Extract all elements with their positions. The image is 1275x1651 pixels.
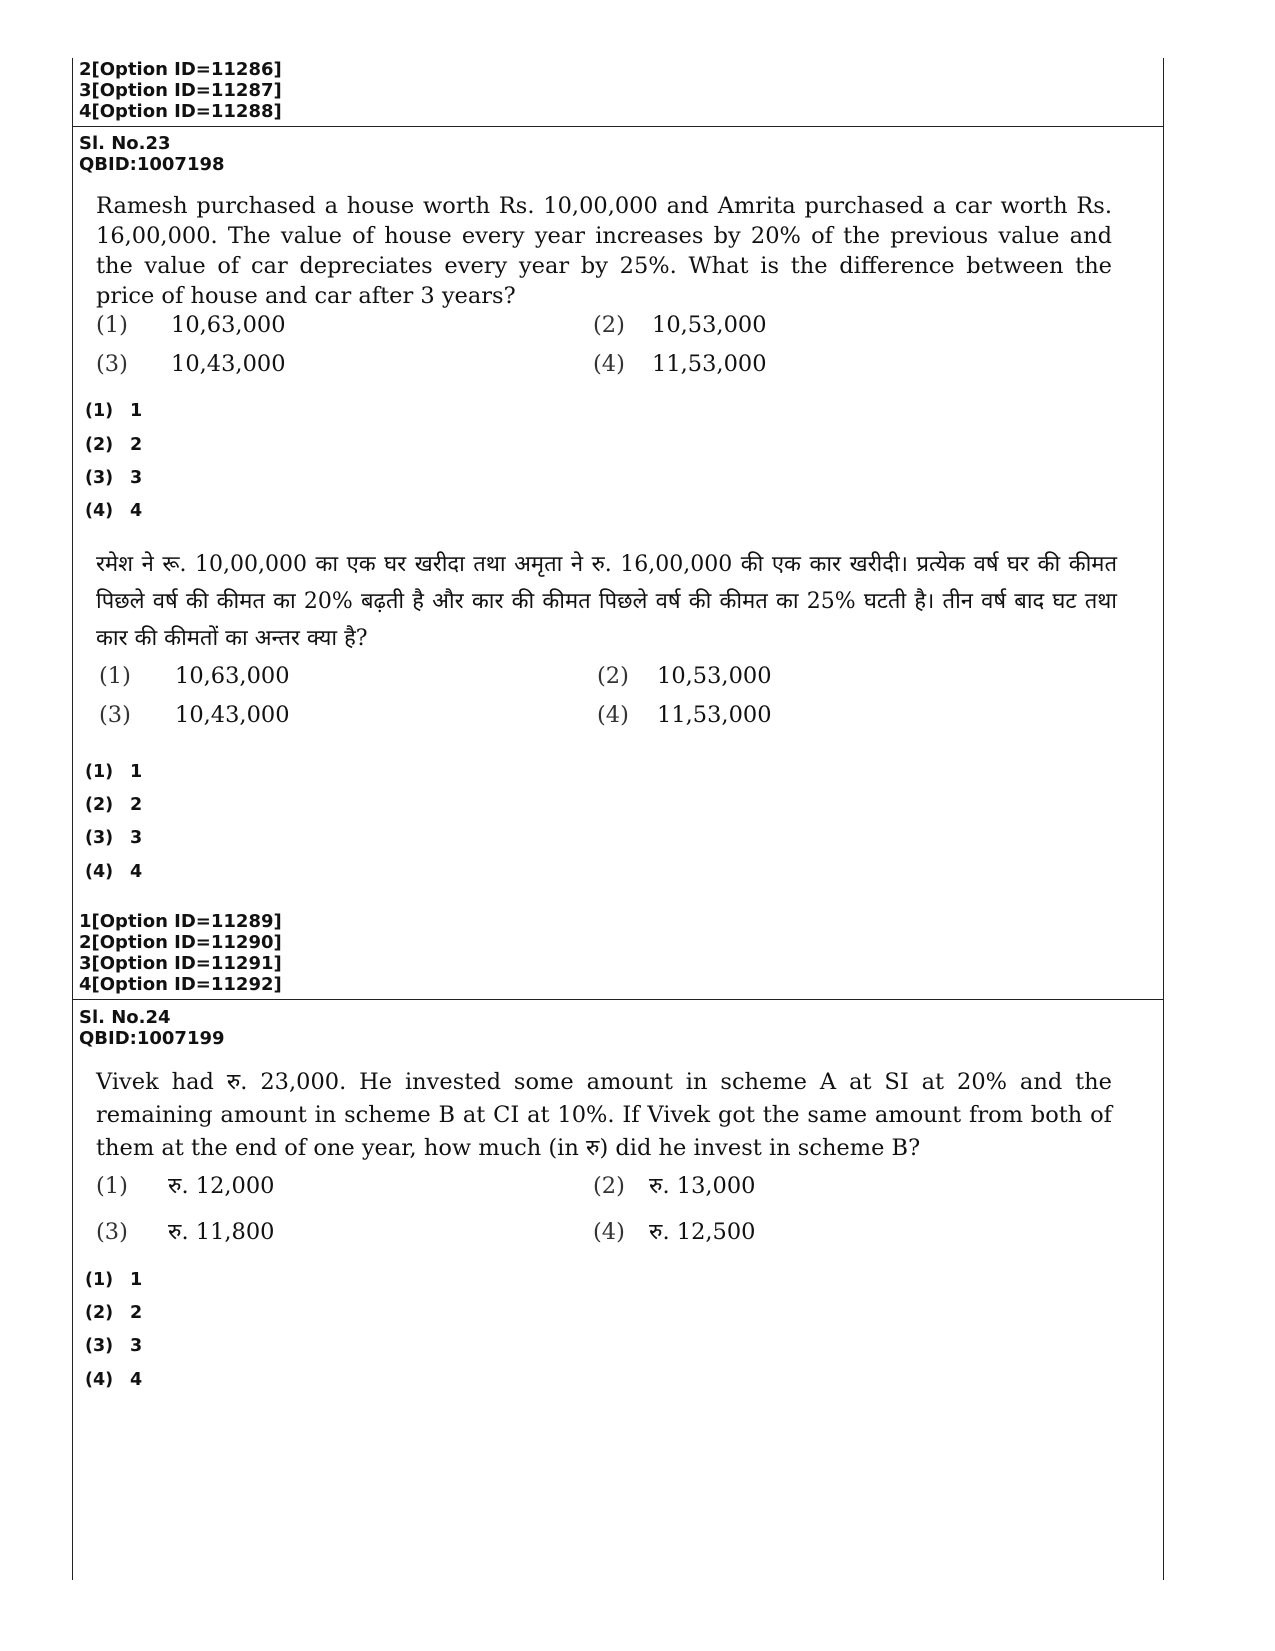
option-number: (1) (99, 663, 131, 689)
q23-serial-number: Sl. No.23 (79, 133, 171, 154)
previous-option-ids (79, 59, 282, 122)
option-id-line: 4[Option ID=11292] (79, 974, 282, 995)
option-number: (2) (593, 1173, 625, 1199)
q24-qbid: QBID:1007199 (79, 1028, 225, 1049)
option-number: (1) (96, 1173, 128, 1199)
option-value: रु. 11,800 (168, 1219, 275, 1245)
q23-header (79, 133, 225, 175)
option-number: (4) (593, 351, 625, 377)
answer-choice: (1) 1 (85, 762, 143, 782)
option-value: 10,43,000 (171, 351, 286, 377)
option-value: 11,53,000 (652, 351, 767, 377)
answer-choice: (3) 3 (85, 468, 143, 488)
answer-choice: (3) 3 (85, 1336, 143, 1356)
option-number: (4) (593, 1219, 625, 1245)
option-number: (4) (597, 702, 629, 728)
option-value: रु. 12,000 (168, 1173, 275, 1199)
option-number: (3) (99, 702, 131, 728)
option-value: रु. 12,500 (649, 1219, 756, 1245)
q24-english-text: Vivek had रु. 23,000. He invested some amount in scheme A at SI at 20% and the remaining amount in scheme B at CI at 10%. If Vivek got the same amount from both of them at the end of one year, how much (in रु) did he invest in scheme B? (96, 1069, 1112, 1161)
option-number: (1) (96, 312, 128, 338)
q23-english-text: Ramesh purchased a house worth Rs. 10,00,000 and Amrita purchased a car worth Rs. 16,00,000. The value of house every year increases by 20% of the previous value and the value of car depreciates every year by 25%. What is the difference between the price of house and car after 3 years? (96, 193, 1112, 309)
question-divider (72, 126, 1164, 127)
option-id-line: 1[Option ID=11289] (79, 911, 282, 932)
answer-choice: (1) 1 (85, 1270, 143, 1290)
q24-header (79, 1007, 225, 1049)
question-divider (72, 999, 1164, 1000)
answer-choice: (2) 2 (85, 795, 143, 815)
answer-choice: (4) 4 (85, 862, 143, 882)
option-value: 10,53,000 (652, 312, 767, 338)
option-value: 10,63,000 (171, 312, 286, 338)
option-value: 10,63,000 (175, 663, 290, 689)
option-id-line: 3[Option ID=11291] (79, 953, 282, 974)
answer-choice: (2) 2 (85, 1303, 143, 1323)
option-number: (2) (593, 312, 625, 338)
option-id-line: 4[Option ID=11288] (79, 101, 282, 122)
option-id-line: 3[Option ID=11287] (79, 80, 282, 101)
q23-qbid: QBID:1007198 (79, 154, 225, 175)
option-value: 10,43,000 (175, 702, 290, 728)
answer-choice: (4) 4 (85, 501, 143, 521)
answer-choice: (1) 1 (85, 401, 143, 421)
option-number: (3) (96, 351, 128, 377)
q23-option-ids (79, 911, 282, 995)
answer-choice: (2) 2 (85, 435, 143, 455)
option-id-line: 2[Option ID=11290] (79, 932, 282, 953)
option-value: रु. 13,000 (649, 1173, 756, 1199)
q23-hindi-text: रमेश ने रू. 10,00,000 का एक घर खरीदा तथा अमृता ने रु. 16,00,000 की एक कार खरीदी। प्रत्येक वर्ष घर की कीमत पिछले वर्ष की कीमत का 20% बढ़ती है और कार की कीमत पिछले वर्ष की कीमत का 25% घटती है। तीन वर्ष बाद घट तथा कार की कीमतों का अन्तर क्या है? (96, 552, 1117, 651)
option-number: (3) (96, 1219, 128, 1245)
q24-serial-number: Sl. No.24 (79, 1007, 171, 1028)
answer-choice: (4) 4 (85, 1370, 143, 1390)
answer-choice: (3) 3 (85, 828, 143, 848)
option-number: (2) (597, 663, 629, 689)
option-id-line: 2[Option ID=11286] (79, 59, 282, 80)
option-value: 10,53,000 (657, 663, 772, 689)
option-value: 11,53,000 (657, 702, 772, 728)
